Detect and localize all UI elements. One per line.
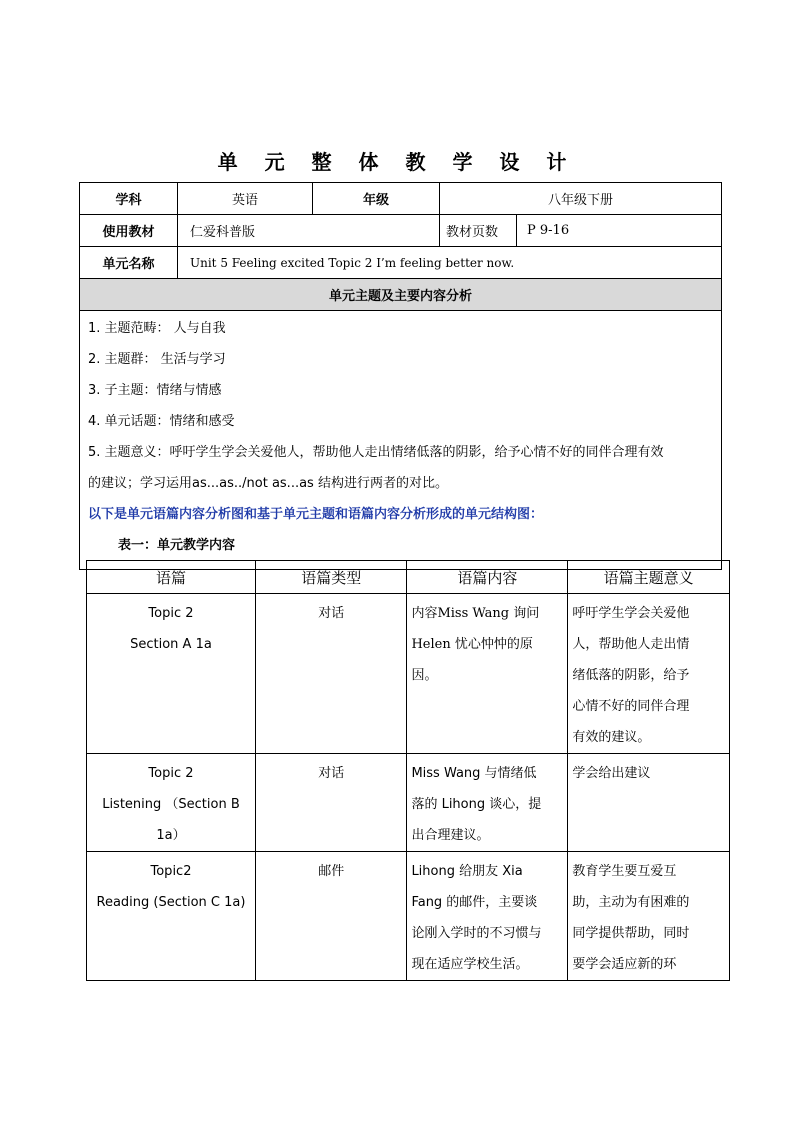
row-2-text-line: Topic 2 [148,766,194,781]
analysis-item-5-line-2: 的建议；学习运用as...as../not as...as 结构进行两者的对比。 [88,476,448,491]
content-header-row [87,561,730,594]
row-1-meaning-line: 心情不好的同伴合理 [572,699,690,714]
row-1-type: 对话 [255,594,406,754]
row-1-content-line: Helen 忧心忡忡的原 [411,637,533,652]
row-1-text-line: Section A 1a [130,637,212,652]
textbook-value: 仁爱科普版 [178,215,440,247]
header-content: 语篇内容 [407,561,568,594]
row-3-meaning-line: 要学会适应新的环 [572,957,677,972]
row-1-meaning-line: 人，帮助他人走出情 [572,637,690,652]
row-1-text [87,594,256,754]
row-3-meaning-line: 同学提供帮助，同时 [572,926,690,941]
subject-label: 学科 [80,183,178,215]
row-1-content-line: 因。 [411,668,438,683]
analysis-intro: 以下是单元语篇内容分析图和基于单元主题和语篇内容分析形成的单元结构图： [88,507,544,522]
row-3-content-line: 论刚入学时的不习惯与 [411,926,542,941]
row-3-meaning-line: 教育学生要互爱互 [572,864,677,879]
row-2-text-line: 1a） [156,828,186,843]
row-1-text-line: Topic 2 [148,606,194,621]
row-2-text [87,754,256,852]
analysis-item-1: 1. 主题范畴： 人与自我 [88,321,226,336]
row-2-type: 对话 [255,754,406,852]
row-3-text-line: Reading (Section C 1a) [96,895,246,910]
row-1-meaning-line: 绪低落的阴影，给予 [572,668,690,683]
table-row [87,754,730,852]
grade-value: 八年级下册 [440,183,722,215]
info-table [79,182,722,570]
row-3-content [407,852,568,981]
row-3-text-line: Topic2 [150,864,192,879]
row-3-type: 邮件 [255,852,406,981]
textbook-label: 使用教材 [80,215,178,247]
row-2-content-line: Miss Wang 与情绪低 [411,766,537,781]
row-2-text-line: Listening （Section B [102,797,240,812]
table-row [87,594,730,754]
analysis-item-5-line-1: 5. 主题意义：呼吁学生学会关爱他人，帮助他人走出情绪低落的阴影，给予心情不好的同伴合理有效 [88,445,664,460]
subject-value: 英语 [178,183,313,215]
content-table [86,560,730,981]
unit-value: Unit 5 Feeling excited Topic 2 I’m feeling better now. [178,247,722,279]
unit-label: 单元名称 [80,247,178,279]
header-meaning: 语篇主题意义 [568,561,730,594]
analysis-item-3: 3. 子主题：情绪与情感 [88,383,222,398]
row-2-content-line: 落的 Lihong 谈心，提 [411,797,542,812]
row-2-meaning [568,754,730,852]
grade-label: 年级 [313,183,440,215]
row-1-meaning-line: 有效的建议。 [572,730,651,745]
row-1-meaning [568,594,730,754]
analysis-item-2: 2. 主题群： 生活与学习 [88,352,226,367]
row-3-meaning [568,852,730,981]
row-3-content-line: Fang 的邮件，主要谈 [411,895,538,910]
pages-value: P 9-16 [517,215,722,247]
row-3-text [87,852,256,981]
row-2-content [407,754,568,852]
table-row [87,852,730,981]
row-2-content-line: 出合理建议。 [411,828,490,843]
row-2-meaning-line: 学会给出建议 [572,766,651,781]
row-1-meaning-line: 呼吁学生学会关爱他 [572,606,690,621]
header-type: 语篇类型 [255,561,406,594]
row-3-content-line: 现在适应学校生活。 [411,957,529,972]
row-3-content-line: Lihong 给朋友 Xia [411,864,523,879]
section-heading: 单元主题及主要内容分析 [80,279,722,311]
analysis-item-4: 4. 单元话题：情绪和感受 [88,414,235,429]
row-1-content [407,594,568,754]
analysis-cell [80,311,722,570]
pages-label: 教材页数 [440,215,517,247]
page-title: 单 元 整 体 教 学 设 计 [217,150,577,174]
table-caption: 表一：单元教学内容 [118,538,236,553]
row-1-content-line: 内容Miss Wang 询问 [411,606,540,621]
row-3-meaning-line: 助，主动为有困难的 [572,895,690,910]
header-text: 语篇 [87,561,256,594]
